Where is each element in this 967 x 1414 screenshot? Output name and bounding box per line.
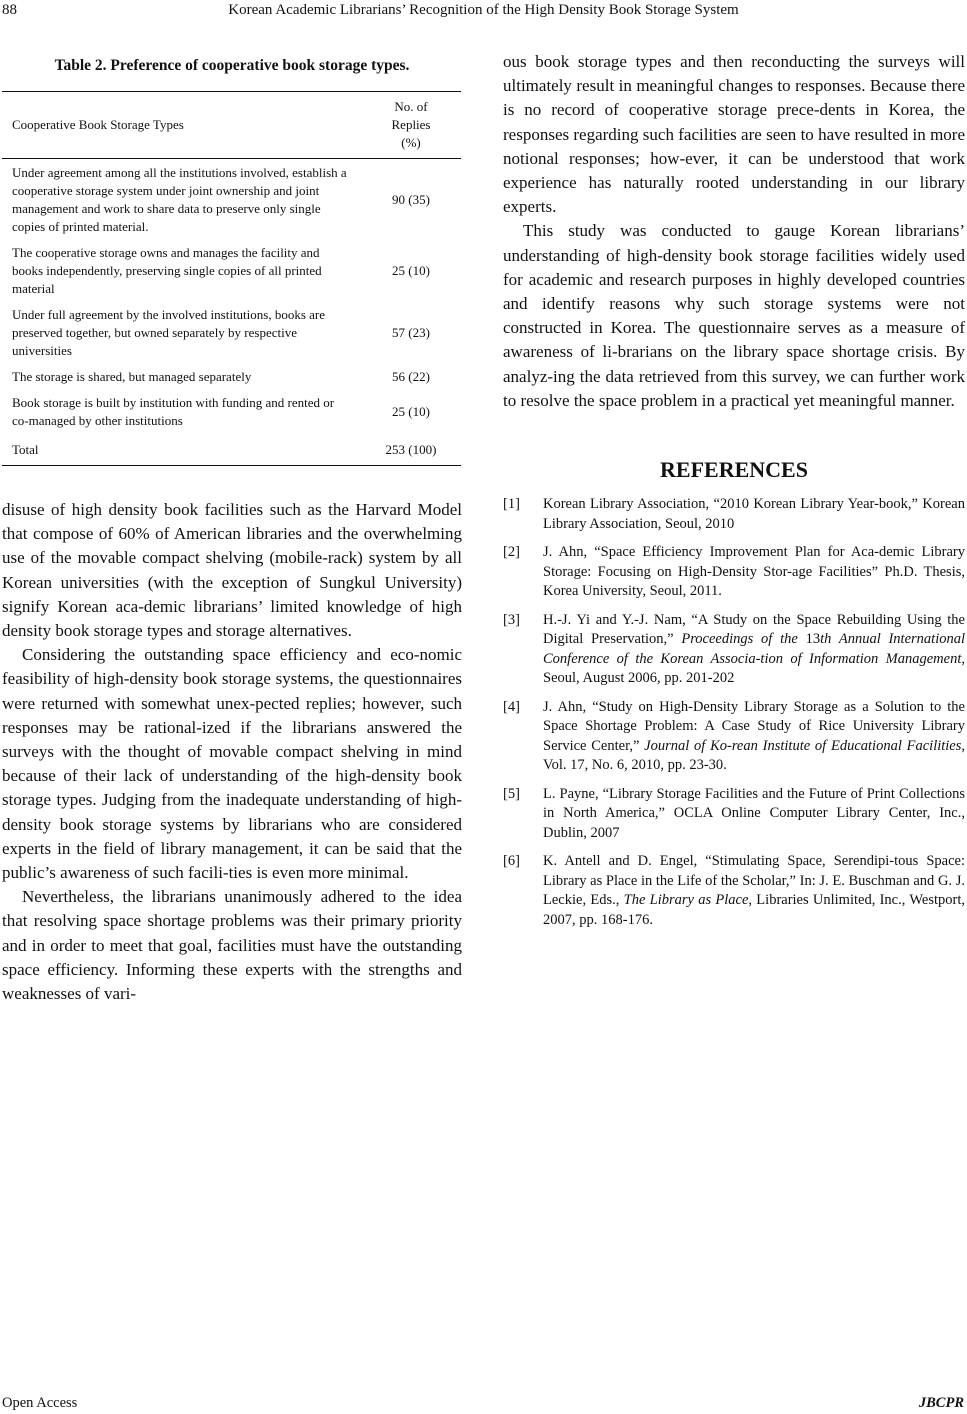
left-body-text — [2, 498, 462, 1006]
reference-item — [503, 698, 965, 776]
table-header-row — [2, 92, 461, 159]
cell-replies: 56 (22) — [392, 369, 430, 384]
reference-item — [503, 611, 965, 689]
cell-replies: 25 (10) — [392, 263, 430, 278]
table-row — [2, 241, 461, 303]
reference-segment: J. Ahn, “Study on High-Density Library Storage as a Solution to the Space Shortage Problem: A Case Study of Rice University Library Service Center,” — [543, 698, 965, 754]
cell-type: Book storage is built by institution with funding and rented or co-managed by other institutions — [12, 395, 335, 428]
paragraph: ous book storage types and then reconducting the surveys will ultimately result in meaningful changes to responses. Because there is no record of cooperative storage prece-dents in Korea, the responses regarding such facilities are seen to have resulted in more notional responses; how-ever, it can be understood that work experience has naturally rooted understanding in our library experts. — [503, 52, 965, 217]
table-row — [2, 391, 461, 435]
reference-text — [543, 611, 965, 689]
cell-replies: 90 (35) — [392, 192, 430, 207]
cell-type: The cooperative storage owns and manages the facility and books independently, preserving single copies of all printed material — [12, 245, 322, 296]
cell-type: Under full agreement by the involved institutions, books are preserved together, but owned separately by respective universities — [12, 307, 326, 358]
running-title: Korean Academic Librarians’ Recognition of the High Density Book Storage System — [228, 2, 739, 18]
reference-list — [503, 495, 965, 930]
reference-italic-segment: The Library as Place — [623, 892, 749, 909]
column-header-line: (%) — [401, 135, 421, 150]
reference-item — [503, 785, 965, 844]
reference-segment: , Libraries Unlimited, Inc., Westport, 2007, pp. 168-176. — [543, 892, 965, 928]
cell-replies: 25 (10) — [392, 404, 430, 419]
paragraph: Considering the outstanding space efficiency and eco-nomic feasibility of high-density book storage systems, the questionnaires were returned with somewhat unex-pected replies; however, such responses may be rational-ized if the librarians answered the surveys with the thought of movable compact shelving in mind because of their lack of understanding of the high-density book storage types. Judging from the inadequate understanding of high-density book storage systems by librarians who are considered experts in the field of library management, it can be said that the public’s awareness of such facili-ties is even more minimal. — [2, 645, 462, 883]
total-label: Total — [12, 442, 39, 457]
paragraph: disuse of high density book facilities such as the Harvard Model that compose of 60% of American libraries and the overwhelming use of the movable compact shelving (mobile-rack) system by all Korean universities (with the exception of Sungkul University) signify Korean aca-demic librarians’ limited knowledge of high density book storage types and storage alternatives. — [2, 500, 462, 641]
cell-replies: 57 (23) — [392, 325, 430, 340]
reference-text — [543, 785, 965, 844]
running-header — [0, 0, 967, 22]
table-total-row — [2, 435, 461, 466]
open-access-label: Open Access — [2, 1395, 78, 1411]
right-column — [503, 50, 965, 939]
reference-number: [6] — [503, 853, 520, 870]
cell-type: Under agreement among all the institutions involved, establish a cooperative storage system under joint ownership and joint management and work to share data to preserve only single copies of printed material. — [12, 165, 347, 234]
reference-segment: K. Antell and D. Engel, “Stimulating Space, Serendipi-tous Space: Library as Place in the Life of the Scholar,” In: J. E. Buschman and G. J. Leckie, Eds., — [543, 853, 965, 909]
reference-number: [1] — [503, 496, 520, 513]
reference-item — [503, 543, 965, 602]
column-header-replies — [361, 92, 461, 159]
reference-segment: 13 — [805, 631, 821, 648]
paragraph: This study was conducted to gauge Korean librarians’ understanding of high-density book storage facilities widely used for academic and research purposes in highly developed countries and identify reasons why such storage systems were not constructed in Korea. The questionnaire serves as a measure of awareness of li-brarians on the library space shortage crisis. By analyz-ing the data retrieved from this survey, we can further work to resolve the space problem in a practical yet meaningful manner. — [503, 221, 965, 410]
reference-segment: H.-J. Yi and Y.-J. Nam, “A Study on the Space Rebuilding Using the Digital Preservation,” — [543, 611, 965, 648]
reference-item — [503, 852, 965, 930]
column-header-line: Replies — [391, 117, 431, 132]
table-caption: Table 2. Preference of cooperative book storage types. — [54, 57, 410, 74]
reference-segment: J. Ahn, “Space Efficiency Improvement Plan for Aca-demic Library Storage: Focusing on High-Density Stor-age Facilities” Ph.D. Thesis, Korea University, Seoul, 2011. — [543, 544, 965, 600]
reference-segment: L. Payne, “Library Storage Facilities and the Future of Print Collections in North America,” OCLA Online Computer Library Center, Inc., Dublin, 2007 — [543, 785, 965, 841]
column-header-line: No. of — [394, 99, 428, 114]
table-row — [2, 365, 461, 391]
reference-text — [543, 543, 965, 602]
reference-text — [543, 495, 965, 534]
column-header-types: Cooperative Book Storage Types — [12, 117, 184, 132]
cell-type: The storage is shared, but managed separately — [12, 369, 252, 384]
reference-number: [5] — [503, 785, 520, 802]
reference-number: [3] — [503, 611, 520, 628]
reference-number: [4] — [503, 698, 520, 715]
table-row — [2, 303, 461, 365]
reference-italic-segment: Proceedings of the — [681, 631, 806, 648]
reference-item — [503, 495, 965, 534]
reference-text — [543, 698, 965, 776]
left-column — [2, 50, 462, 1006]
storage-types-table — [2, 91, 461, 466]
reference-text — [543, 852, 965, 930]
reference-segment: Korean Library Association, “2010 Korean Library Year-book,” Korean Library Association, Seoul, 2010 — [543, 496, 965, 532]
reference-italic-segment: Journal of Ko-rean Institute of Educational Facilities — [644, 737, 962, 754]
reference-number: [2] — [503, 544, 520, 561]
journal-abbrev: JBCPR — [918, 1395, 964, 1411]
total-replies: 253 (100) — [385, 442, 437, 457]
references-heading: REFERENCES — [660, 457, 808, 483]
reference-segment: , Vol. 17, No. 6, 2010, pp. 23-30. — [543, 737, 966, 774]
reference-segment: , Seoul, August 2006, pp. 201-202 — [543, 650, 965, 687]
page-number: 88 — [2, 2, 17, 18]
table-row — [2, 159, 461, 242]
paragraph: Nevertheless, the librarians unanimously adhered to the idea that resolving space shortage problems was their primary priority and in order to meet that goal, facilities must have the outstanding space efficiency. Informing these experts with the strengths and weaknesses of vari- — [2, 887, 462, 1004]
reference-italic-segment: th Annual International Conference of the Korean Associa-tion of Information Management — [543, 631, 966, 667]
